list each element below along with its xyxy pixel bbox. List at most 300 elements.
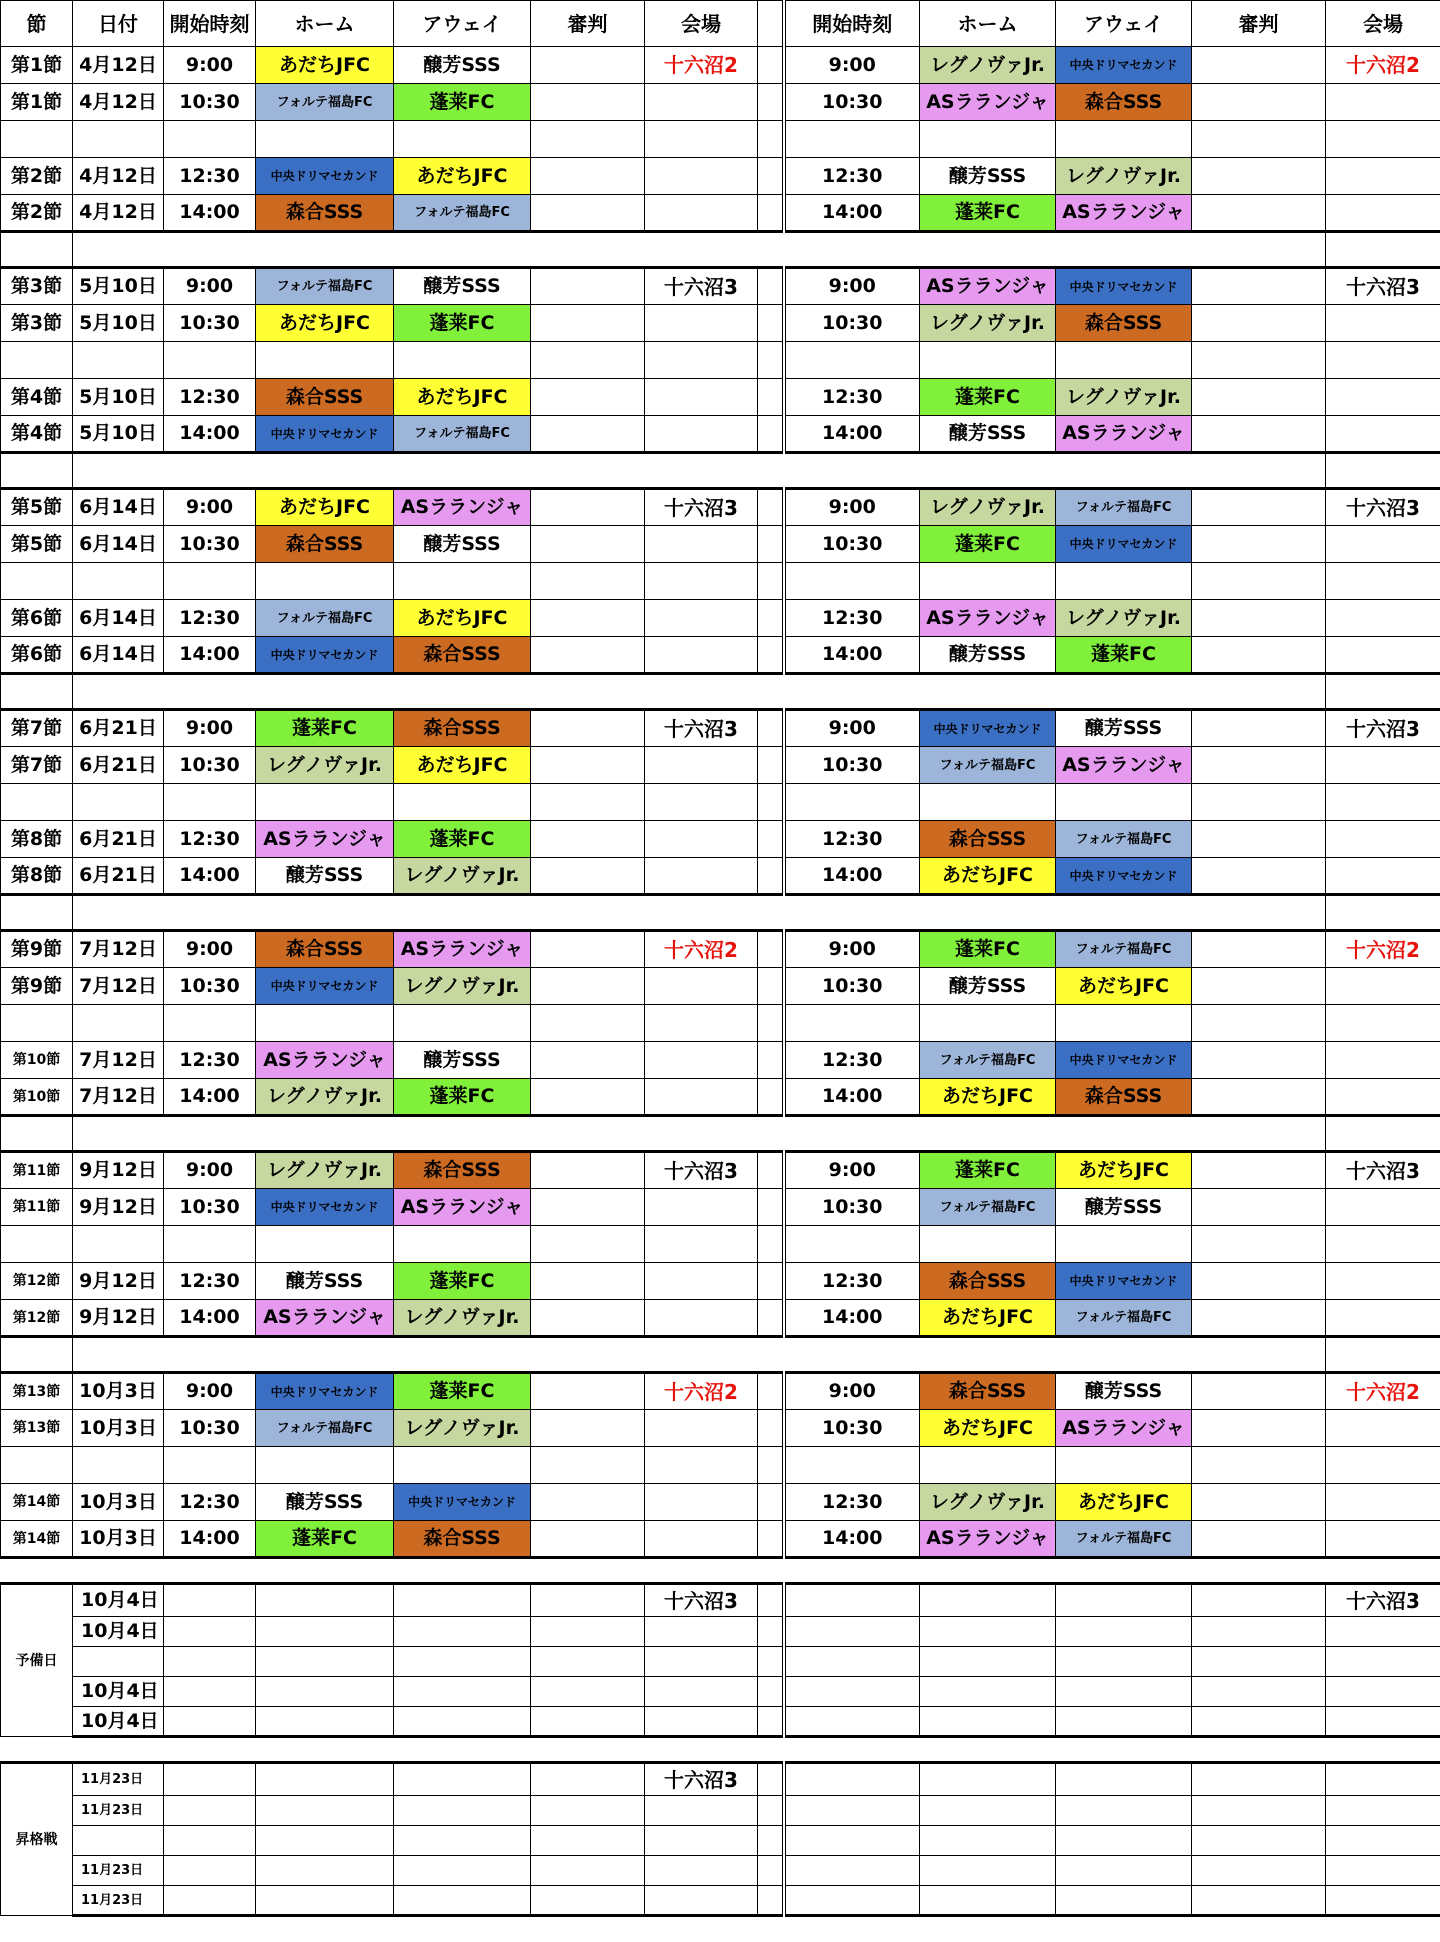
empty-cell [1192, 1226, 1326, 1263]
column-separator [758, 1856, 784, 1886]
venue-label: 十六沼3 [645, 268, 758, 305]
empty-cell [256, 1886, 394, 1916]
match-date: 7月12日 [73, 1042, 164, 1079]
start-time-2: 14:00 [784, 195, 920, 232]
column-separator [758, 1189, 784, 1226]
match-date: 6月21日 [73, 858, 164, 895]
empty-cell [256, 563, 394, 600]
empty-cell [531, 784, 645, 821]
column-separator [758, 1886, 784, 1916]
venue-cell-2 [1326, 158, 1440, 195]
venue-label: 十六沼2 [645, 1373, 758, 1410]
venue-cell [645, 858, 758, 895]
empty-cell [1192, 784, 1326, 821]
empty-cell [1192, 1707, 1326, 1737]
referee-cell-2 [1192, 526, 1326, 563]
empty-cell [645, 1617, 758, 1647]
empty-cell [920, 1617, 1056, 1647]
section-label: 第11節 [1, 1189, 73, 1226]
start-time: 14:00 [164, 1521, 256, 1558]
empty-cell [256, 1647, 394, 1677]
header-8: ホーム [920, 1, 1056, 47]
referee-cell-2 [1192, 1042, 1326, 1079]
section-label: 第2節 [1, 158, 73, 195]
referee-cell-2 [1192, 821, 1326, 858]
referee-cell-2 [1192, 1410, 1326, 1447]
home-team-2: 森合SSS [920, 1263, 1056, 1300]
home-team: 中央ドリマセカンド [256, 1373, 394, 1410]
column-separator [758, 1079, 784, 1116]
section-label: 第8節 [1, 858, 73, 895]
header-5: 審判 [531, 1, 645, 47]
start-time: 9:00 [164, 489, 256, 526]
column-separator [758, 1763, 784, 1796]
column-separator [758, 1521, 784, 1558]
empty-cell [394, 1584, 531, 1617]
home-team-2: レグノヴァJr. [920, 47, 1056, 84]
referee-cell [531, 195, 645, 232]
home-team: フォルテ福島FC [256, 84, 394, 121]
empty-cell [256, 1707, 394, 1737]
venue-label-2: 十六沼3 [1326, 1152, 1440, 1189]
venue-cell [645, 1410, 758, 1447]
empty-cell [645, 342, 758, 379]
away-team-2: あだちJFC [1056, 968, 1192, 1005]
empty-cell [920, 342, 1056, 379]
empty-cell [920, 1584, 1056, 1617]
empty-cell [531, 1856, 645, 1886]
away-team-2: ASラランジャ [1056, 195, 1192, 232]
referee-cell-2 [1192, 1521, 1326, 1558]
empty-cell [784, 342, 920, 379]
referee-cell-2 [1192, 1300, 1326, 1337]
home-team-2: ASラランジャ [920, 1521, 1056, 1558]
reserve-date: 10月4日 [73, 1617, 164, 1647]
header-6: 会場 [645, 1, 758, 47]
home-team-2: ASラランジャ [920, 268, 1056, 305]
start-time-2: 14:00 [784, 1521, 920, 1558]
empty-cell [256, 342, 394, 379]
empty-cell [531, 342, 645, 379]
empty-cell [784, 1584, 920, 1617]
venue-cell [645, 526, 758, 563]
home-team-2: フォルテ福島FC [920, 1042, 1056, 1079]
venue-cell-2 [1326, 968, 1440, 1005]
referee-cell-2 [1192, 305, 1326, 342]
venue-cell-2 [1326, 1263, 1440, 1300]
start-time-2: 12:30 [784, 600, 920, 637]
column-separator [758, 489, 784, 526]
empty-cell [1326, 1647, 1440, 1677]
away-team-2: 中央ドリマセカンド [1056, 526, 1192, 563]
home-team-2: 蓬莱FC [920, 931, 1056, 968]
referee-cell [531, 710, 645, 747]
away-team-2: 森合SSS [1056, 1079, 1192, 1116]
section-label: 第14節 [1, 1521, 73, 1558]
referee-cell [531, 968, 645, 1005]
venue-cell [645, 1079, 758, 1116]
empty-cell [1056, 1886, 1192, 1916]
empty-cell [758, 1447, 784, 1484]
home-team: 中央ドリマセカンド [256, 158, 394, 195]
empty-cell [531, 1617, 645, 1647]
match-date: 5月10日 [73, 379, 164, 416]
column-separator [758, 1, 784, 47]
away-team-2: レグノヴァJr. [1056, 379, 1192, 416]
home-team-2: あだちJFC [920, 858, 1056, 895]
empty-cell [758, 784, 784, 821]
home-team-2: 中央ドリマセカンド [920, 710, 1056, 747]
empty-cell [164, 1447, 256, 1484]
venue-cell-2 [1326, 747, 1440, 784]
venue-cell-2 [1326, 195, 1440, 232]
empty-cell [256, 1796, 394, 1826]
venue-cell [645, 84, 758, 121]
away-team: フォルテ福島FC [394, 195, 531, 232]
start-time-2: 14:00 [784, 637, 920, 674]
empty-cell [394, 121, 531, 158]
empty-cell [1326, 563, 1440, 600]
column-separator [758, 1677, 784, 1707]
empty-cell [256, 1584, 394, 1617]
empty-cell [1056, 1647, 1192, 1677]
start-time: 10:30 [164, 1410, 256, 1447]
venue-cell-2 [1326, 1521, 1440, 1558]
venue-cell [645, 195, 758, 232]
start-time: 14:00 [164, 195, 256, 232]
empty-cell [1326, 1707, 1440, 1737]
empty-cell [920, 784, 1056, 821]
empty-cell [1192, 1796, 1326, 1826]
header-9: アウェイ [1056, 1, 1192, 47]
empty-cell [164, 1677, 256, 1707]
away-team: 蓬莱FC [394, 1079, 531, 1116]
empty-cell [1056, 1584, 1192, 1617]
empty-cell [394, 1763, 531, 1796]
empty-cell [784, 1647, 920, 1677]
venue-cell [645, 600, 758, 637]
column-separator [758, 1410, 784, 1447]
venue-cell [645, 379, 758, 416]
away-team-2: 中央ドリマセカンド [1056, 47, 1192, 84]
referee-cell-2 [1192, 1152, 1326, 1189]
match-date: 4月12日 [73, 195, 164, 232]
venue-cell-2 [1326, 637, 1440, 674]
empty-cell [1326, 784, 1440, 821]
empty-cell [1056, 1796, 1192, 1826]
away-team-2: 蓬莱FC [1056, 637, 1192, 674]
empty-cell [1192, 121, 1326, 158]
venue-cell-2 [1326, 526, 1440, 563]
empty-cell [645, 1886, 758, 1916]
column-separator [758, 158, 784, 195]
referee-cell-2 [1192, 1263, 1326, 1300]
start-time-2: 14:00 [784, 1079, 920, 1116]
away-team-2: 森合SSS [1056, 84, 1192, 121]
promotion-date: 11月23日 [73, 1856, 164, 1886]
start-time: 10:30 [164, 84, 256, 121]
empty-cell [784, 1677, 920, 1707]
empty-cell [784, 1226, 920, 1263]
column-separator [758, 84, 784, 121]
home-team-2: ASラランジャ [920, 84, 1056, 121]
promotion-date: 11月23日 [73, 1796, 164, 1826]
column-separator [758, 968, 784, 1005]
gap-cell [1, 895, 73, 931]
venue-label: 十六沼2 [645, 47, 758, 84]
away-team: 蓬莱FC [394, 84, 531, 121]
start-time: 12:30 [164, 379, 256, 416]
empty-cell [784, 1856, 920, 1886]
empty-cell [1, 784, 73, 821]
start-time-2: 12:30 [784, 1042, 920, 1079]
home-team-2: 蓬莱FC [920, 1152, 1056, 1189]
referee-cell [531, 1152, 645, 1189]
away-team-2: 中央ドリマセカンド [1056, 858, 1192, 895]
away-team: あだちJFC [394, 158, 531, 195]
start-time-2: 14:00 [784, 858, 920, 895]
away-team: あだちJFC [394, 747, 531, 784]
column-separator [758, 710, 784, 747]
start-time-2: 10:30 [784, 747, 920, 784]
home-team: 森合SSS [256, 931, 394, 968]
away-team-2: ASラランジャ [1056, 747, 1192, 784]
home-team: 中央ドリマセカンド [256, 416, 394, 453]
empty-cell [1056, 784, 1192, 821]
away-team-2: フォルテ福島FC [1056, 1521, 1192, 1558]
venue-label-2: 十六沼2 [1326, 931, 1440, 968]
column-separator [758, 1263, 784, 1300]
empty-cell [394, 342, 531, 379]
empty-cell [920, 1763, 1056, 1796]
start-time: 14:00 [164, 637, 256, 674]
empty-cell [531, 1707, 645, 1737]
away-team: ASラランジャ [394, 489, 531, 526]
column-separator [758, 821, 784, 858]
empty-cell [1056, 563, 1192, 600]
empty-cell [256, 1226, 394, 1263]
empty-cell [1326, 1763, 1440, 1796]
empty-cell [164, 1647, 256, 1677]
column-separator [758, 747, 784, 784]
match-date: 6月21日 [73, 710, 164, 747]
away-team: 蓬莱FC [394, 821, 531, 858]
home-team-2: 蓬莱FC [920, 526, 1056, 563]
section-label: 第12節 [1, 1263, 73, 1300]
referee-cell [531, 305, 645, 342]
gap-cell [73, 232, 1326, 268]
section-label: 第4節 [1, 416, 73, 453]
empty-cell [784, 1763, 920, 1796]
venue-cell-2 [1326, 416, 1440, 453]
empty-cell [164, 1796, 256, 1826]
referee-cell-2 [1192, 931, 1326, 968]
empty-cell [394, 1647, 531, 1677]
away-team: あだちJFC [394, 379, 531, 416]
home-team: 森合SSS [256, 379, 394, 416]
home-team: あだちJFC [256, 489, 394, 526]
header-2: 開始時刻 [164, 1, 256, 47]
venue-cell-2 [1326, 858, 1440, 895]
venue-cell [645, 1484, 758, 1521]
referee-cell-2 [1192, 84, 1326, 121]
venue-cell-2 [1326, 84, 1440, 121]
start-time: 14:00 [164, 1300, 256, 1337]
away-team: あだちJFC [394, 600, 531, 637]
referee-cell [531, 1042, 645, 1079]
empty-cell [645, 1826, 758, 1856]
empty-cell [645, 1856, 758, 1886]
home-team: ASラランジャ [256, 1042, 394, 1079]
referee-cell-2 [1192, 195, 1326, 232]
section-label: 第6節 [1, 600, 73, 637]
empty-cell [1192, 1677, 1326, 1707]
home-team-2: あだちJFC [920, 1410, 1056, 1447]
start-time: 14:00 [164, 1079, 256, 1116]
section-label: 第2節 [1, 195, 73, 232]
match-date: 7月12日 [73, 931, 164, 968]
home-team: フォルテ福島FC [256, 1410, 394, 1447]
gap-cell [73, 895, 1326, 931]
start-time-2: 10:30 [784, 1410, 920, 1447]
venue-cell [645, 821, 758, 858]
empty-cell [1056, 121, 1192, 158]
gap-cell [1, 1116, 73, 1152]
start-time-2: 9:00 [784, 1152, 920, 1189]
column-separator [758, 600, 784, 637]
empty-cell [531, 563, 645, 600]
start-time-2: 10:30 [784, 84, 920, 121]
empty-cell [164, 1886, 256, 1916]
empty-cell [1192, 1856, 1326, 1886]
referee-cell-2 [1192, 1189, 1326, 1226]
start-time-2: 12:30 [784, 1263, 920, 1300]
empty-cell [164, 121, 256, 158]
empty-cell [920, 1886, 1056, 1916]
column-separator [758, 379, 784, 416]
column-separator [758, 1647, 784, 1677]
empty-cell [758, 1005, 784, 1042]
spacer [1, 1558, 1440, 1584]
away-team: フォルテ福島FC [394, 416, 531, 453]
empty-cell [1326, 1677, 1440, 1707]
gap-cell [1, 453, 73, 489]
start-time-2: 12:30 [784, 821, 920, 858]
referee-cell [531, 1373, 645, 1410]
venue-cell-2 [1326, 1079, 1440, 1116]
empty-cell [256, 1677, 394, 1707]
away-team: 蓬莱FC [394, 305, 531, 342]
venue-cell-2 [1326, 1300, 1440, 1337]
match-date: 5月10日 [73, 268, 164, 305]
start-time-2: 9:00 [784, 1373, 920, 1410]
venue-label: 十六沼2 [645, 931, 758, 968]
venue-cell-2 [1326, 1189, 1440, 1226]
section-label: 第3節 [1, 305, 73, 342]
away-team-2: フォルテ福島FC [1056, 931, 1192, 968]
empty-cell [920, 1677, 1056, 1707]
empty-cell [1, 1005, 73, 1042]
empty-cell [164, 1707, 256, 1737]
empty-cell [394, 1796, 531, 1826]
empty-cell [1192, 1763, 1326, 1796]
start-time: 10:30 [164, 747, 256, 784]
home-team-2: レグノヴァJr. [920, 1484, 1056, 1521]
away-team: 森合SSS [394, 1152, 531, 1189]
empty-cell [531, 1584, 645, 1617]
home-team: 中央ドリマセカンド [256, 968, 394, 1005]
match-date: 10月3日 [73, 1373, 164, 1410]
away-team: 醸芳SSS [394, 47, 531, 84]
empty-cell [256, 1617, 394, 1647]
empty-cell [394, 1617, 531, 1647]
away-team-2: 中央ドリマセカンド [1056, 1263, 1192, 1300]
referee-cell-2 [1192, 47, 1326, 84]
empty-cell [394, 1856, 531, 1886]
empty-cell [1056, 1226, 1192, 1263]
venue-cell-2 [1326, 1042, 1440, 1079]
start-time: 14:00 [164, 858, 256, 895]
start-time: 10:30 [164, 968, 256, 1005]
section-label: 第5節 [1, 526, 73, 563]
empty-cell [164, 342, 256, 379]
empty-cell [531, 121, 645, 158]
venue-label: 十六沼3 [645, 710, 758, 747]
empty-cell [784, 121, 920, 158]
away-team-2: 醸芳SSS [1056, 1373, 1192, 1410]
gap-cell [1, 1337, 73, 1373]
empty-cell [394, 563, 531, 600]
match-date: 4月12日 [73, 84, 164, 121]
gap-cell [1326, 453, 1440, 489]
empty-cell [784, 1886, 920, 1916]
section-label: 第7節 [1, 710, 73, 747]
venue-label-2: 十六沼3 [1326, 268, 1440, 305]
away-team-2: あだちJFC [1056, 1484, 1192, 1521]
column-separator [758, 1373, 784, 1410]
away-team-2: 中央ドリマセカンド [1056, 1042, 1192, 1079]
start-time: 12:30 [164, 1484, 256, 1521]
away-team: レグノヴァJr. [394, 968, 531, 1005]
away-team: ASラランジャ [394, 931, 531, 968]
away-team-2: 醸芳SSS [1056, 710, 1192, 747]
referee-cell [531, 379, 645, 416]
empty-cell [164, 1584, 256, 1617]
empty-cell [164, 784, 256, 821]
empty-cell [1192, 1647, 1326, 1677]
home-team: 中央ドリマセカンド [256, 1189, 394, 1226]
section-label: 第1節 [1, 47, 73, 84]
home-team: 醸芳SSS [256, 858, 394, 895]
empty-cell [256, 1763, 394, 1796]
column-separator [758, 1584, 784, 1617]
empty-cell [394, 1826, 531, 1856]
venue-cell [645, 416, 758, 453]
empty-cell [784, 1707, 920, 1737]
match-date: 7月12日 [73, 1079, 164, 1116]
start-time-2: 10:30 [784, 1189, 920, 1226]
empty-cell [73, 342, 164, 379]
empty-cell [645, 1226, 758, 1263]
home-team-2: フォルテ福島FC [920, 747, 1056, 784]
referee-cell [531, 931, 645, 968]
match-date: 9月12日 [73, 1189, 164, 1226]
empty-cell [256, 1856, 394, 1886]
column-separator [758, 637, 784, 674]
empty-cell [1326, 1886, 1440, 1916]
empty-cell [784, 563, 920, 600]
referee-cell-2 [1192, 489, 1326, 526]
